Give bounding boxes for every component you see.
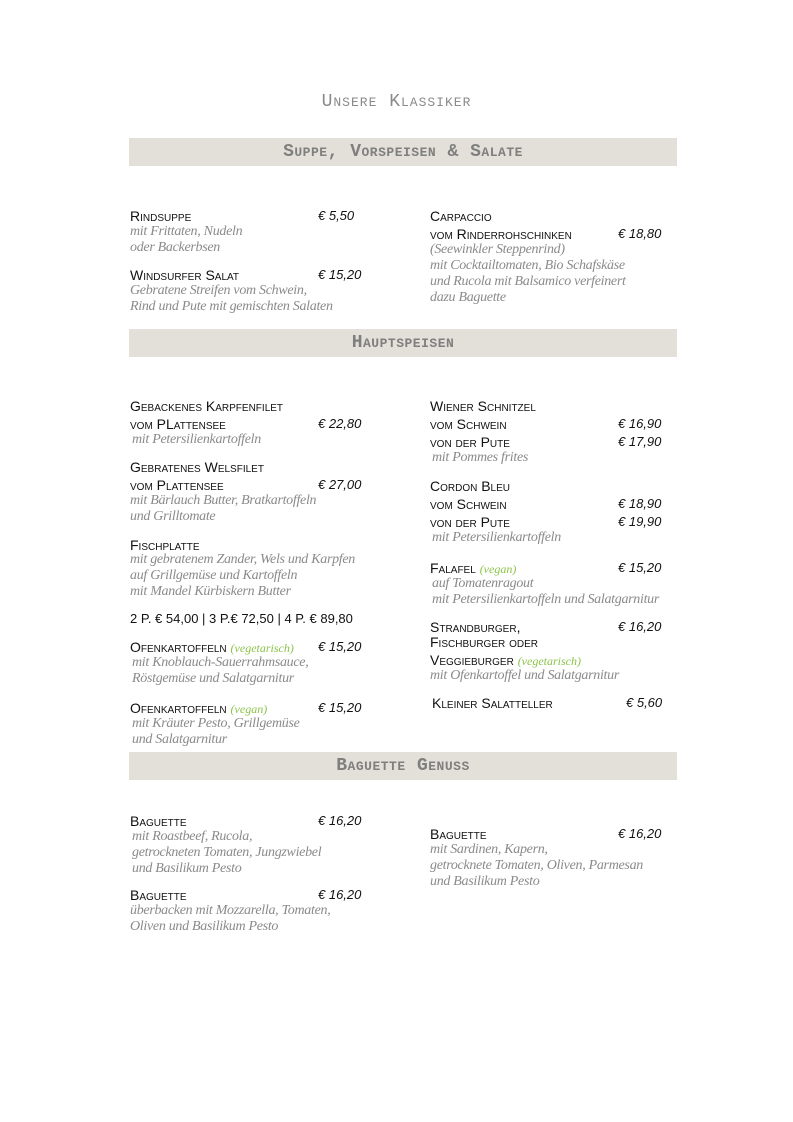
item-price: € 16,20 [618, 826, 662, 841]
item-description: mit Cocktailtomaten, Bio Schafskäse [430, 258, 625, 273]
item-price: € 15,20 [618, 560, 662, 575]
item-name: vom Rinderrohschinken [430, 226, 572, 242]
item-description: mit Kräuter Pesto, Grillgemüse [132, 716, 300, 731]
item-name: Rindsuppe [130, 208, 192, 224]
item-description: und Salatgarnitur [132, 732, 227, 747]
item-description: mit Petersilienkartoffeln und Salatgarnitur [432, 592, 660, 607]
item-price: € 17,90 [618, 434, 662, 449]
item-variant: von der Pute [430, 514, 510, 530]
item-description: überbacken mit Mozzarella, Tomaten, [130, 903, 331, 918]
item-description: mit Mandel Kürbiskern Butter [130, 584, 291, 599]
item-description: und Grilltomate [130, 509, 216, 524]
item-description: mit Petersilienkartoffeln [132, 432, 261, 447]
item-name: Wiener Schnitzel [430, 398, 536, 414]
item-description: mit Roastbeef, Rucola, [132, 829, 253, 844]
item-name: Gebratenes Welsfilet [130, 459, 264, 475]
item-name: Strandburger, [430, 619, 521, 635]
item-description: Rind und Pute mit gemischten Salaten [130, 299, 333, 314]
item-name: Baguette [430, 826, 487, 842]
item-price: € 15,20 [318, 639, 362, 654]
item-price-options: 2 P. € 54,00 | 3 P.€ 72,50 | 4 P. € 89,80 [130, 611, 353, 626]
item-description: oder Backerbsen [130, 240, 220, 255]
item-description: mit Frittaten, Nudeln [130, 224, 243, 239]
item-description: auf Tomatenragout [432, 576, 534, 591]
item-price: € 15,20 [318, 700, 362, 715]
item-name-text: Veggieburger [430, 652, 514, 668]
item-price: € 16,20 [318, 813, 362, 828]
item-description: Oliven und Basilikum Pesto [130, 919, 279, 934]
item-name-text: Ofenkartoffeln [130, 639, 227, 655]
item-name: Windsurfer Salat [130, 267, 240, 283]
item-description: dazu Baguette [430, 290, 506, 305]
item-price: € 15,20 [318, 267, 362, 282]
item-name: Baguette [130, 887, 187, 903]
item-description: Röstgemüse und Salatgarnitur [132, 671, 294, 686]
item-description: mit Petersilienkartoffeln [432, 530, 561, 545]
diet-tag: (vegan) [479, 562, 517, 576]
item-description: mit Sardinen, Kapern, [430, 842, 548, 857]
diet-tag: (vegan) [230, 702, 268, 716]
item-price: € 16,20 [618, 619, 662, 634]
item-name: Cordon Bleu [430, 478, 511, 494]
section-header-mains: Hauptspeisen [129, 329, 677, 357]
item-description: getrockneten Tomaten, Jungzwiebel [132, 845, 322, 860]
item-price: € 19,90 [618, 514, 662, 529]
item-description: mit gebratenem Zander, Wels und Karpfen [130, 552, 355, 567]
item-description: mit Pommes frites [432, 450, 529, 465]
item-name: vom PLattensee [130, 416, 226, 432]
item-name: Fischplatte [130, 537, 200, 553]
item-description: Gebratene Streifen vom Schwein, [130, 283, 307, 298]
item-name-text: Falafel [430, 560, 476, 576]
item-name: Kleiner Salatteller [432, 695, 553, 711]
item-price: € 18,80 [618, 226, 662, 241]
item-description: mit Bärlauch Butter, Bratkartoffeln [130, 493, 317, 508]
item-description: mit Ofenkartoffel und Salatgarnitur [430, 668, 619, 683]
item-description: und Rucola mit Balsamico verfeinert [430, 274, 626, 289]
item-description: und Basilikum Pesto [430, 874, 540, 889]
item-description: mit Knoblauch-Sauerrahmsauce, [132, 655, 309, 670]
item-name: Carpaccio [430, 208, 492, 224]
item-variant: vom Schwein [430, 496, 507, 512]
item-price: € 22,80 [318, 416, 362, 431]
diet-tag: (vegetarisch) [230, 641, 294, 655]
item-description: (Seewinkler Steppenrind) [430, 242, 565, 257]
item-price: € 5,50 [318, 208, 355, 223]
item-price: € 18,90 [618, 496, 662, 511]
item-description: auf Grillgemüse und Kartoffeln [130, 568, 298, 583]
section-header-baguette: Baguette Genuss [129, 752, 677, 780]
item-name: Gebackenes Karpfenfilet [130, 398, 284, 414]
section-header-starters: Suppe, Vorspeisen & Salate [129, 138, 677, 166]
page-title: Unsere Klassiker [321, 92, 472, 112]
item-name: vom Plattensee [130, 477, 224, 493]
item-price: € 16,20 [318, 887, 362, 902]
item-price: € 27,00 [318, 477, 362, 492]
item-name-text: Ofenkartoffeln [130, 700, 227, 716]
diet-tag: (vegetarisch) [517, 654, 581, 668]
item-variant: vom Schwein [430, 416, 507, 432]
item-name: Fischburger oder [430, 634, 539, 650]
item-price: € 16,90 [618, 416, 662, 431]
item-price: € 5,60 [626, 695, 663, 710]
item-name: Baguette [130, 813, 187, 829]
item-description: getrocknete Tomaten, Oliven, Parmesan [430, 858, 643, 873]
item-description: und Basilikum Pesto [132, 861, 242, 876]
item-variant: von der Pute [430, 434, 510, 450]
